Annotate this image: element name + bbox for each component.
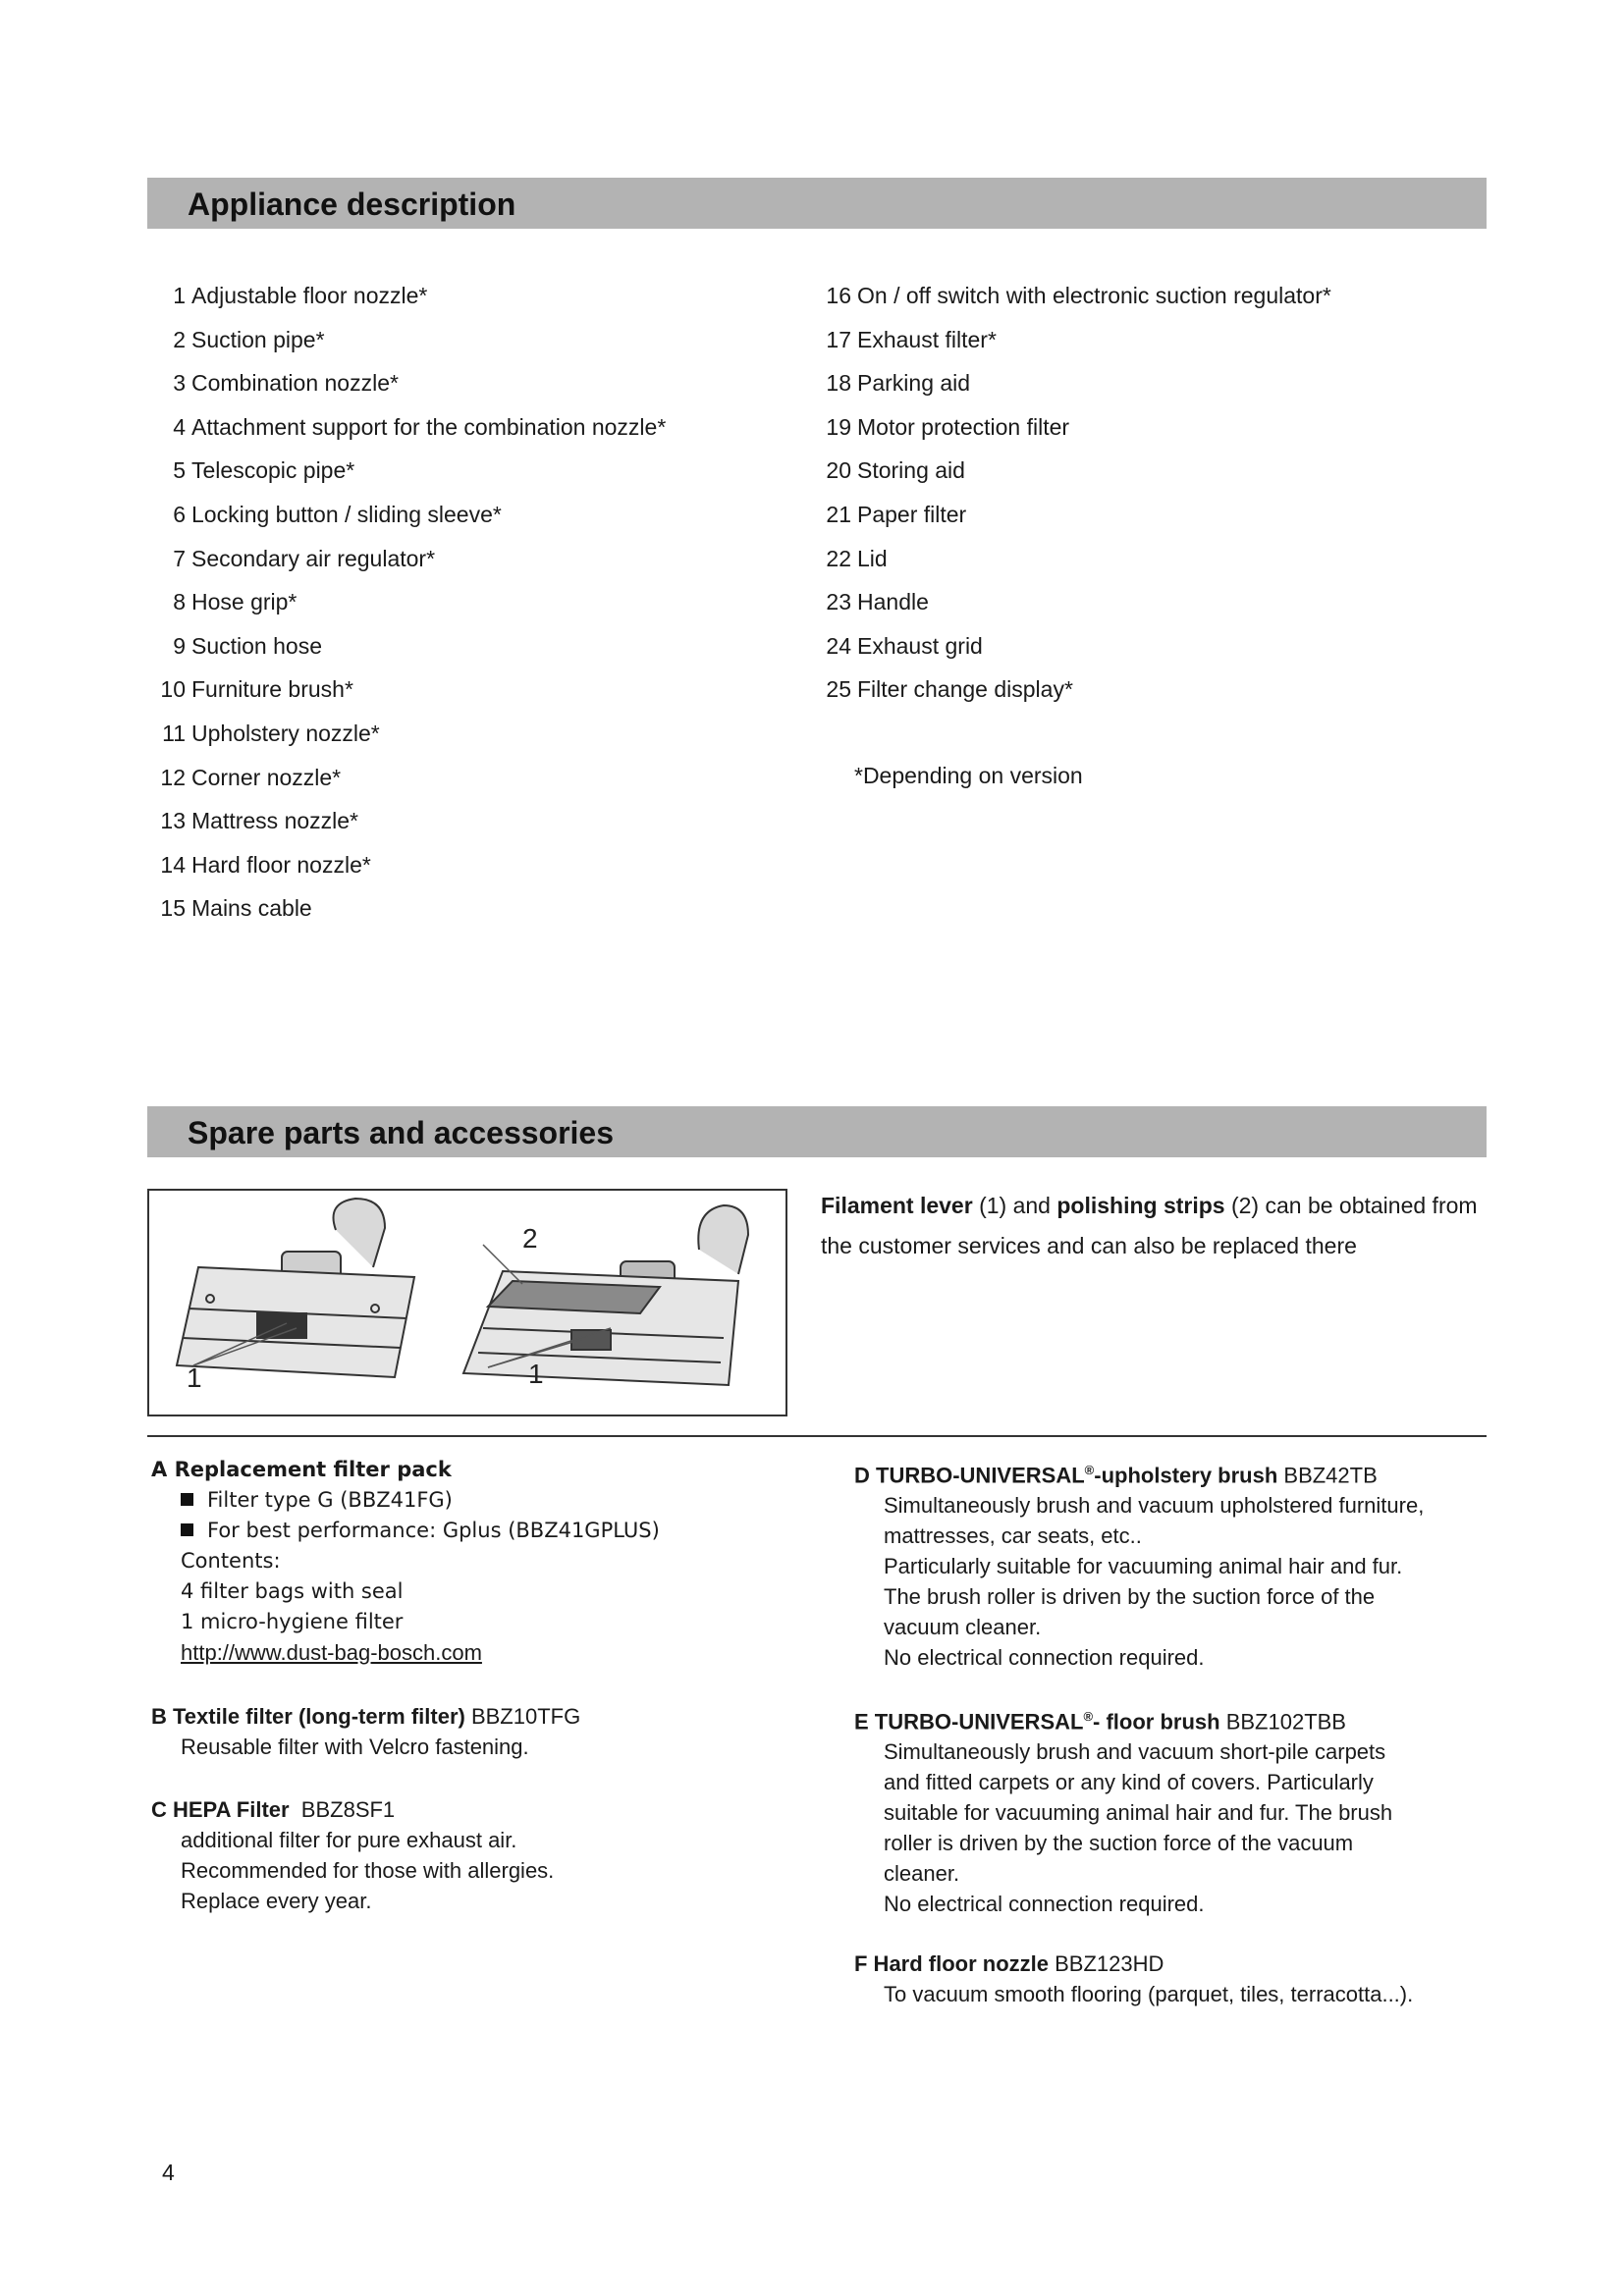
item-label: Paper filter [857,501,967,527]
item-label: Handle [857,589,929,615]
list-item [152,674,666,719]
item-number: 7 [173,545,186,571]
accessory-e-line-2: and fitted carpets or any kind of covers. Particularly [884,1770,1374,1795]
item-number: 15 [160,895,186,922]
accessory-b [151,1701,580,1762]
item-label: Furniture brush* [191,676,353,703]
accessory-a [151,1455,660,1668]
accessory-a-bullet-1-text: Filter type G (BBZ41FG) [207,1488,453,1512]
accessory-d-line-1: Simultaneously brush and vacuum upholstered furniture, [884,1493,1425,1519]
accessory-b-title: B Textile filter (long-term filter) [151,1704,465,1729]
section-divider [147,1435,1487,1437]
item-label: Suction pipe* [191,326,325,352]
page-number: 4 [162,2160,175,2185]
accessory-f-title: F Hard floor nozzle [854,1951,1049,1976]
accessory-c-line-3: Replace every year. [181,1889,372,1913]
appliance-parts-list-right [818,281,1331,719]
item-number: 10 [160,676,186,703]
item-label: Telescopic pipe* [191,457,355,484]
appliance-section-header [147,178,1487,229]
item-number: 22 [826,545,851,571]
item-label: On / off switch with electronic suction regulator* [857,283,1331,308]
figure-label-1-left: 1 [187,1362,202,1393]
item-label: Exhaust filter* [857,326,997,352]
accessory-e-title-suffix: - floor brush [1093,1709,1220,1735]
list-item [152,500,666,544]
list-item [818,455,1331,500]
list-item [152,719,666,763]
accessory-c-title: C HEPA Filter [151,1797,290,1822]
accessory-f-line-1: To vacuum smooth flooring (parquet, tiles, terracotta...). [884,1982,1414,2006]
accessory-d-line-2: mattresses, car seats, etc.. [884,1523,1142,1549]
item-label: Filter change display* [857,676,1073,703]
appliance-section-title: Appliance description [188,187,516,222]
floor-nozzle-figure [147,1189,787,1416]
filament-lever-term: Filament lever [821,1193,973,1218]
dust-bag-link[interactable]: http://www.dust-bag-bosch.com [181,1640,482,1665]
item-label: Hose grip* [191,589,298,615]
intro-text-part4: (2) can be obtained from the customer services and can also be replaced there [821,1193,1478,1258]
accessory-d-line-4: The brush roller is driven by the suction force of the [884,1584,1376,1610]
accessory-e [854,1701,1392,1919]
accessory-d-code: BBZ42TB [1277,1463,1378,1488]
intro-text-part2: (1) and [972,1193,1057,1218]
list-item [818,587,1331,631]
floor-nozzle-illustration [149,1191,785,1415]
item-number: 5 [173,457,186,484]
item-label: Parking aid [857,370,971,397]
list-item [152,325,666,369]
accessory-b-line-1: Reusable filter with Velcro fastening. [181,1735,529,1759]
item-label: Mattress nozzle* [191,808,359,834]
list-item [152,806,666,850]
accessory-d [854,1455,1424,1673]
list-item [152,893,666,937]
list-item [818,368,1331,412]
accessory-c-code: BBZ8SF1 [289,1797,396,1822]
list-item [818,325,1331,369]
accessory-a-title: A Replacement filter pack [151,1458,452,1481]
list-item [818,412,1331,456]
registered-mark: ® [1083,1709,1094,1724]
item-label: Mains cable [191,895,312,922]
accessory-a-bullet-2-text: For best performance: Gplus (BBZ41GPLUS) [207,1519,660,1542]
item-label: Corner nozzle* [191,764,342,790]
item-number: 23 [826,589,851,615]
item-label: Adjustable floor nozzle* [191,283,428,308]
registered-mark: ® [1084,1463,1095,1477]
spare-section-title: Spare parts and accessories [188,1115,615,1150]
version-footnote: *Depending on version [854,763,1083,788]
accessory-b-code: BBZ10TFG [464,1704,581,1729]
accessory-d-line-5: vacuum cleaner. [884,1615,1042,1640]
accessory-f [854,1949,1413,2009]
accessory-c [151,1794,554,1916]
spare-section-header [147,1106,1487,1157]
accessory-e-line-5: cleaner. [884,1861,960,1887]
item-label: Hard floor nozzle* [191,851,371,878]
accessory-e-line-1: Simultaneously brush and vacuum short-pile carpets [884,1739,1386,1765]
item-label: Exhaust grid [857,632,983,659]
item-label: Attachment support for the combination nozzle* [191,413,667,440]
list-item [152,763,666,807]
accessory-d-line-3: Particularly suitable for vacuuming animal hair and fur. [884,1554,1403,1579]
item-label: Motor protection filter [857,413,1070,440]
accessory-e-line-6: No electrical connection required. [884,1892,1205,1917]
item-number: 24 [826,632,851,659]
accessory-d-title-suffix: -upholstery brush [1094,1463,1278,1488]
bullet-square-icon [181,1493,193,1506]
list-item [152,455,666,500]
item-label: Suction hose [191,632,322,659]
accessory-e-line-3: suitable for vacuuming animal hair and fur. The brush [884,1800,1393,1826]
list-item [818,281,1331,325]
item-number: 2 [173,326,186,352]
bullet-square-icon [181,1523,193,1536]
item-number: 19 [826,413,851,440]
figure-label-2: 2 [522,1223,538,1254]
accessory-a-contents-label: Contents: [181,1549,281,1573]
item-number: 6 [173,501,186,527]
nozzle-top-view [463,1205,748,1385]
item-label: Locking button / sliding sleeve* [191,501,502,527]
accessory-e-code: BBZ102TBB [1219,1709,1346,1735]
item-label: Combination nozzle* [191,370,399,397]
item-number: 17 [826,326,851,352]
item-number: 8 [173,589,186,615]
list-item [818,631,1331,675]
item-number: 14 [160,851,186,878]
list-item [152,281,666,325]
item-number: 16 [826,283,851,308]
item-label: Secondary air regulator* [191,545,436,571]
item-number: 20 [826,457,851,484]
item-label: Upholstery nozzle* [191,720,380,746]
accessory-a-bullet-1 [151,1485,660,1516]
item-number: 9 [173,632,186,659]
item-number: 13 [160,808,186,834]
list-item [152,631,666,675]
item-number: 12 [160,764,186,790]
accessory-c-line-1: additional filter for pure exhaust air. [181,1828,517,1852]
item-number: 18 [826,370,851,397]
item-label: Lid [857,545,888,571]
accessory-e-title: E TURBO-UNIVERSAL [854,1709,1084,1735]
figure-description [821,1186,1489,1266]
accessory-a-bullet-2 [151,1516,660,1546]
list-item [152,587,666,631]
polishing-strips-term: polishing strips [1056,1193,1225,1218]
item-number: 1 [173,283,186,308]
item-number: 4 [173,413,186,440]
figure-label-1-right: 1 [528,1359,544,1389]
accessory-d-line-6: No electrical connection required. [884,1645,1205,1671]
list-item [152,368,666,412]
nozzle-bottom-view [177,1199,414,1377]
appliance-parts-list-left [152,281,666,937]
item-label: Storing aid [857,457,965,484]
list-item [152,544,666,588]
accessory-f-code: BBZ123HD [1049,1951,1164,1976]
accessory-e-line-4: roller is driven by the suction force of the vacuum [884,1831,1354,1856]
item-number: 11 [162,720,186,746]
accessory-d-title: D TURBO-UNIVERSAL [854,1463,1085,1488]
list-item [818,674,1331,719]
list-item [818,500,1331,544]
list-item [152,412,666,456]
accessory-a-content-2: 1 micro-hygiene filter [181,1610,404,1633]
list-item [818,544,1331,588]
item-number: 3 [173,370,186,397]
accessory-a-content-1: 4 filter bags with seal [181,1579,404,1603]
item-number: 21 [826,501,851,527]
accessory-c-line-2: Recommended for those with allergies. [181,1858,555,1883]
list-item [152,850,666,894]
item-number: 25 [826,676,851,703]
